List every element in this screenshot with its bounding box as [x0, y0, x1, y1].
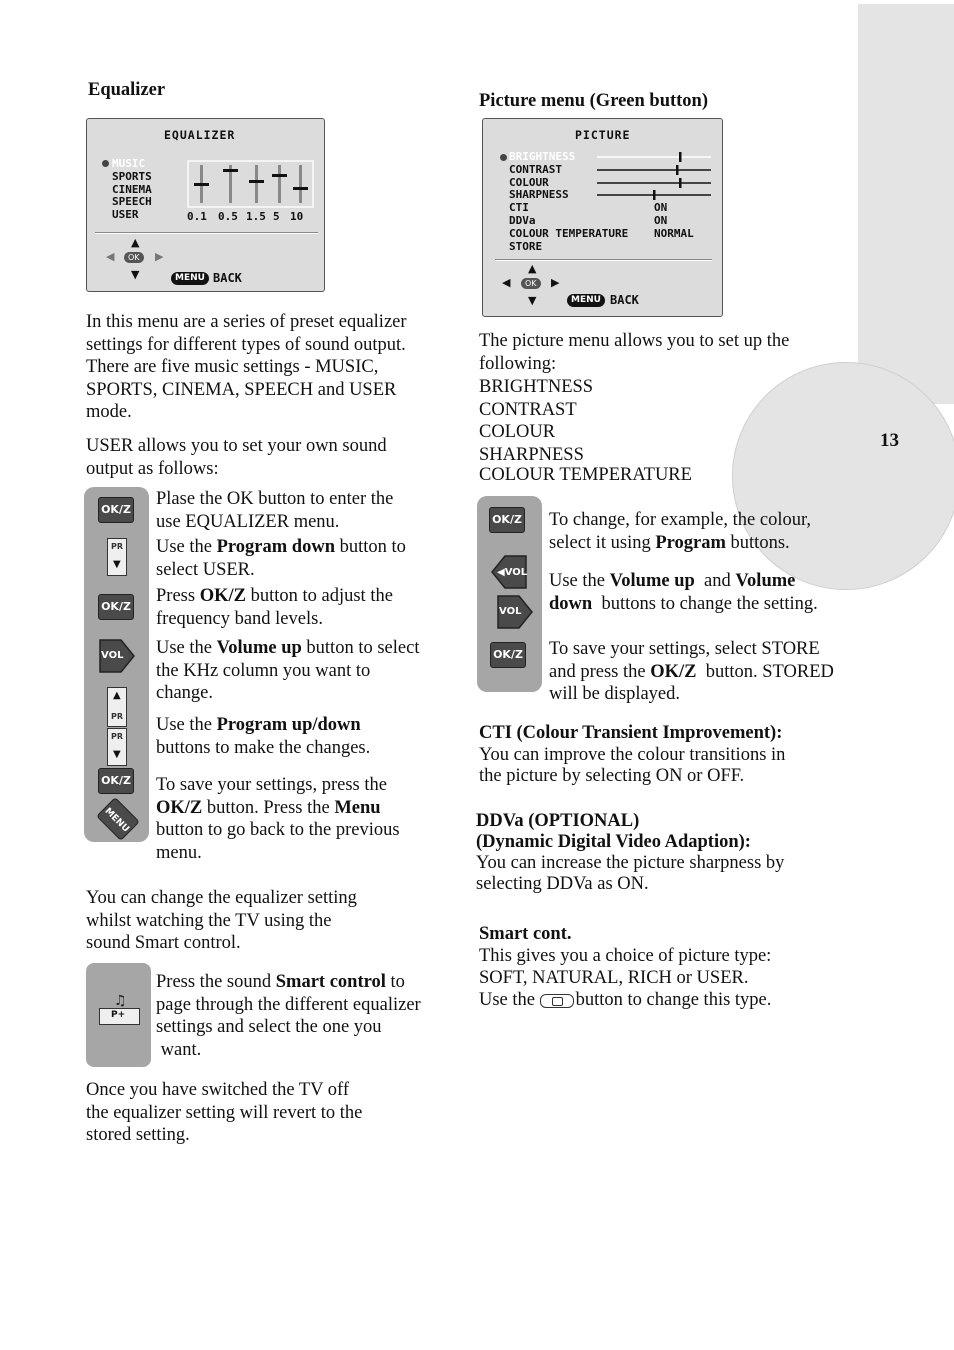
step-change-setting: [549, 570, 818, 615]
arrow-down-icon: ▼: [113, 749, 121, 760]
volume-up-label: Volume up: [216, 638, 302, 658]
smart-control-label: Smart control: [275, 972, 386, 992]
picture-item: BRIGHTNESS: [509, 150, 576, 163]
program-down-label: Program down: [216, 537, 335, 557]
text-line: whilst watching the TV using the: [86, 910, 332, 931]
step-store: [549, 638, 834, 706]
eq-mode-item: USER: [112, 208, 139, 222]
text-line: frequency band levels.: [156, 608, 323, 629]
text-line: To save your settings, select STORE: [549, 639, 820, 659]
text-line: page through the different equalizer: [156, 994, 421, 1015]
arrow-right-icon: ▶: [551, 276, 560, 289]
picture-level-bars: [597, 151, 713, 205]
ddva-value: ON: [654, 213, 668, 227]
pr-label: PR: [111, 712, 124, 721]
user-intro: [86, 435, 387, 480]
text-line: the picture by selecting ON or OFF.: [479, 766, 745, 786]
arrow-down-icon: ▼: [528, 294, 537, 307]
page-number: 13: [880, 430, 899, 451]
okz-label: OK/Z: [156, 797, 203, 818]
text-line: selecting DDVa as ON.: [476, 874, 649, 894]
text-line: select USER.: [156, 559, 255, 580]
smart-control-intro: [86, 887, 357, 955]
list-item: COLOUR TEMPERATURE: [479, 465, 692, 485]
eq-sliders: [189, 162, 312, 206]
smart-control-step: [156, 971, 421, 1061]
text-line: settings for different types of sound output.: [86, 334, 406, 355]
arrow-left-icon: ◀: [502, 276, 511, 289]
program-down-button: [107, 728, 127, 766]
page-number-circle: [732, 362, 954, 590]
equalizer-intro: [86, 311, 407, 424]
ddva-subtitle: (Dynamic Digital Video Adaption):: [476, 832, 751, 852]
menu-pill: MENU: [567, 294, 605, 307]
text-line: SPORTS, CINEMA, SPEECH and USER: [86, 379, 397, 400]
arrow-left-icon: ◀: [106, 250, 115, 263]
picture-item: DDVa: [509, 213, 536, 227]
step-adjust-bands: [156, 585, 393, 630]
menu-button: [96, 797, 140, 841]
smart-cont-section: [479, 923, 771, 1011]
text-line: change.: [156, 683, 214, 703]
text-line: buttons to make the changes.: [156, 737, 371, 758]
program-up-button: [107, 687, 127, 727]
okz-label: OK/Z: [199, 586, 246, 606]
smart-button-icon: [540, 994, 574, 1008]
list-item: CONTRAST: [479, 399, 577, 420]
ok-z-button: OK/Z: [98, 768, 134, 794]
eq-mode-item: CINEMA: [112, 182, 152, 196]
menu-pill: MENU: [171, 272, 209, 285]
step-save-settings: [156, 774, 400, 864]
osd-divider-highlight: [95, 233, 318, 234]
osd-title: PICTURE: [575, 128, 631, 142]
picture-osd-screen: [482, 118, 723, 317]
text-line: stored setting.: [86, 1125, 190, 1145]
program-down-button: [107, 538, 127, 576]
volume-up-label: Volume up: [609, 571, 695, 591]
text-line: In this menu are a series of preset equalizer: [86, 312, 407, 332]
picture-item: COLOUR TEMPERATURE: [509, 226, 629, 240]
text-line: This gives you a choice of picture type:: [479, 946, 772, 966]
down-label: down: [549, 593, 593, 614]
text-line: You can increase the picture sharpness by: [476, 853, 785, 873]
sound-smart-button: [99, 1008, 140, 1025]
text-line: settings and select the one you: [156, 1017, 382, 1037]
text: button. STORED: [696, 661, 834, 682]
picture-menu-heading: Picture menu (Green button): [479, 91, 709, 111]
text: buttons.: [725, 532, 790, 553]
eq-mode-list: [112, 158, 152, 222]
vol-label-text: VOL: [504, 567, 528, 578]
eq-mode-item: SPEECH: [112, 195, 152, 209]
picture-item: STORE: [509, 239, 543, 253]
text: select it using: [549, 532, 656, 553]
vol-label: VOL: [499, 606, 522, 617]
okz-label: OK/Z: [650, 661, 697, 682]
eq-mode-item: SPORTS: [112, 169, 152, 183]
vol-label: VOL: [101, 650, 124, 661]
text-line: will be displayed.: [549, 684, 681, 704]
ok-z-button: OK/Z: [98, 594, 134, 620]
equalizer-osd-screen: [86, 118, 325, 292]
text-line: the KHz column you want to: [156, 660, 371, 681]
picture-values: [654, 202, 694, 240]
text-line: There are five music settings - MUSIC,: [86, 357, 379, 377]
volume-label: Volume: [735, 571, 796, 591]
menu-label: Menu: [334, 797, 381, 818]
text-line: want.: [156, 1039, 202, 1060]
step-select-column: [156, 637, 419, 705]
text: button to select: [301, 638, 420, 658]
text-line: use EQUALIZER menu.: [156, 511, 340, 532]
picture-item: CTI: [509, 201, 529, 215]
vol-label: ◀VOL: [497, 567, 528, 578]
smart-cont-title: Smart cont.: [479, 924, 572, 944]
text: button to change this type.: [575, 990, 772, 1010]
step-make-changes: [156, 714, 370, 759]
picture-intro: [479, 330, 789, 375]
eq-freq-label: 0.5: [218, 210, 238, 223]
ddva-title: DDVa (OPTIONAL): [476, 811, 640, 831]
ok-z-button: OK/Z: [489, 507, 525, 533]
menu-button-label: MENU: [102, 806, 131, 835]
text: button to: [335, 537, 406, 557]
p-plus-label: P+: [111, 1010, 126, 1020]
back-label: BACK: [610, 293, 639, 307]
picture-settings-list: [479, 376, 692, 487]
text: Use the: [479, 990, 540, 1010]
text-line: the equalizer setting will revert to the: [86, 1102, 363, 1123]
arrow-down-icon: ▼: [131, 268, 140, 281]
program-label: Program: [655, 532, 726, 553]
text: button to adjust the: [245, 586, 393, 606]
list-item: SHARPNESS: [479, 444, 584, 465]
cti-value: ON: [654, 201, 668, 215]
ddva-section: [476, 811, 784, 895]
eq-mode-item: MUSIC: [112, 157, 146, 170]
text: Press: [156, 586, 200, 606]
osd-divider-highlight: [495, 260, 712, 261]
equalizer-heading: Equalizer: [88, 80, 166, 100]
text-line: You can change the equalizer setting: [86, 888, 357, 908]
text-line: sound Smart control.: [86, 933, 241, 953]
picture-item: CONTRAST: [509, 162, 562, 176]
step-select-colour: [549, 509, 811, 554]
eq-freq-label: 10: [290, 210, 304, 223]
cti-title: CTI (Colour Transient Improvement):: [479, 723, 783, 743]
program-up-down-label: Program up/down: [216, 715, 361, 735]
text: to: [385, 972, 405, 992]
text-line: To change, for example, the colour,: [549, 510, 811, 530]
arrow-up-icon: ▲: [113, 690, 121, 701]
text-line: menu.: [156, 842, 202, 863]
back-label: BACK: [213, 271, 242, 285]
arrow-up-icon: ▲: [131, 236, 140, 249]
selection-dot: [102, 160, 109, 167]
text: Use the: [156, 537, 217, 557]
pr-label: PR: [111, 732, 124, 741]
text-line: mode.: [86, 402, 132, 422]
colour-temperature-value: NORMAL: [654, 226, 694, 240]
text: and: [694, 571, 736, 591]
text-line: To save your settings, press the: [156, 775, 387, 795]
step-select-user: [156, 536, 406, 581]
text-line: You can improve the colour transitions in: [479, 744, 786, 765]
text-line: following:: [479, 353, 557, 374]
eq-freq-label: 5: [273, 210, 280, 223]
text-line: Once you have switched the TV off: [86, 1080, 350, 1100]
ok-z-button: OK/Z: [490, 642, 526, 668]
music-note-icon: ♫: [114, 993, 127, 1009]
text: button. Press the: [202, 797, 335, 818]
ok-z-button: OK/Z: [98, 497, 134, 523]
text: Press the sound: [156, 972, 276, 992]
text: and press the: [549, 661, 651, 682]
text-line: button to go back to the previous: [156, 820, 400, 840]
arrow-down-icon: ▼: [113, 559, 121, 570]
equalizer-outro: [86, 1079, 362, 1147]
ok-pill: OK: [124, 252, 144, 263]
eq-slider-panel: [187, 160, 314, 208]
text-line: SOFT, NATURAL, RICH or USER.: [479, 968, 749, 988]
text-line: output as follows:: [86, 458, 219, 479]
step-enter-equalizer: [156, 488, 393, 533]
list-item: COLOUR: [479, 422, 556, 442]
text: Use the: [156, 715, 217, 735]
list-item: BRIGHTNESS: [479, 377, 594, 397]
picture-item: SHARPNESS: [509, 188, 569, 202]
text: Use the: [549, 571, 610, 591]
selection-dot: [500, 154, 507, 161]
pr-label: PR: [111, 542, 124, 551]
arrow-up-icon: ▲: [528, 262, 537, 275]
text-line: The picture menu allows you to set up the: [479, 331, 790, 351]
text-line: USER allows you to set your own sound: [86, 436, 387, 456]
side-tab: [858, 4, 954, 404]
ok-pill: OK: [521, 278, 541, 289]
eq-freq-label: 1.5: [246, 210, 266, 223]
eq-freq-label: 0.1: [187, 210, 207, 223]
osd-title: EQUALIZER: [164, 128, 236, 142]
arrow-right-icon: ▶: [155, 250, 164, 263]
cti-section: [479, 723, 785, 788]
picture-item: COLOUR: [509, 175, 549, 189]
text: buttons to change the setting.: [592, 593, 818, 614]
text: Use the: [156, 638, 217, 658]
text-line: Plase the OK button to enter the: [156, 489, 394, 509]
